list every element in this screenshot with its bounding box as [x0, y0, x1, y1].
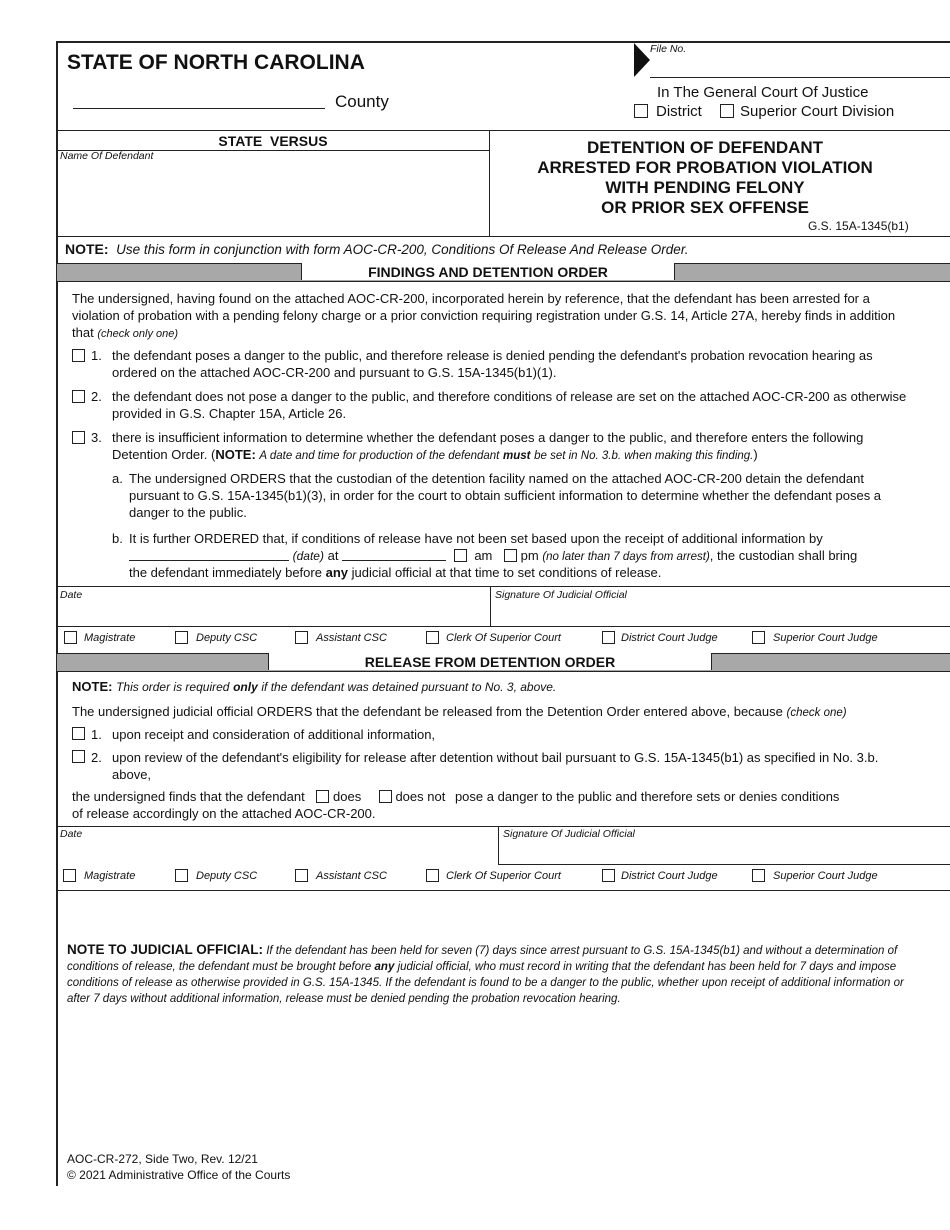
sig1-divider [490, 586, 491, 626]
note-judicial-any: any [374, 961, 395, 973]
role2-clerk-label: Clerk Of Superior Court [446, 870, 561, 882]
sub-b-pm: pm [520, 548, 539, 563]
role1-superior-judge-label: Superior Court Judge [773, 632, 878, 644]
sig1-date-label[interactable]: Date [60, 589, 83, 601]
does-not-checkbox[interactable] [379, 790, 392, 803]
role2-magistrate-checkbox[interactable] [63, 869, 76, 882]
district-label: District [656, 103, 702, 120]
statute: G.S. 15A-1345(b1) [808, 219, 909, 233]
release-intro-check: (check one) [786, 707, 847, 719]
sub-b-rest: , the custodian shall bring [709, 548, 858, 563]
role1-magistrate-label: Magistrate [84, 632, 136, 644]
sub-a-label: a. [112, 471, 123, 486]
district-checkbox[interactable] [634, 104, 648, 118]
role2-deputy-csc-checkbox[interactable] [175, 869, 188, 882]
footer-copyright: © 2021 Administrative Office of the Courts [67, 1168, 291, 1182]
release-item2-number: 2. [91, 750, 102, 765]
release-item2-text: upon review of the defendant's eligibility for release after detention without bail pursuant to G.S. 15A-1345(b1) as specified in No. 3.b. above, [112, 750, 879, 782]
sig2-date-label[interactable]: Date [60, 828, 83, 840]
item3-note: NOTE: [215, 447, 256, 462]
item1-checkbox[interactable] [72, 349, 85, 362]
date-blank[interactable] [129, 548, 289, 561]
form-title-line4: OR PRIOR SEX OFFENSE [601, 198, 809, 217]
release-note-only: only [233, 680, 258, 694]
sub-a-text: The undersigned ORDERS that the custodian of the detention facility named on the attached AOC-CR-200 detain the defendant pursuant to G.S. 15A-1345(b1)(3), in order for the court to obtain sufficient information to determine whether the defendant poses a danger to the public. [129, 471, 882, 520]
role1-deputy-csc-label: Deputy CSC [196, 632, 258, 644]
court-label: In The General Court Of Justice [657, 84, 869, 101]
item1-text: the defendant poses a danger to the public, and therefore release is denied pending the defendant's probation revocation hearing as ordered on the attached AOC-CR-200 and pursuant to G.S. 15A-1345(b1)(1). [112, 348, 873, 380]
release-finds [72, 788, 839, 805]
sub-b-line3a: the defendant immediately before [129, 565, 322, 580]
findings-intro-check: (check only one) [97, 328, 179, 340]
role2-assistant-csc-checkbox[interactable] [295, 869, 308, 882]
time-blank[interactable] [342, 548, 446, 561]
role1-superior-judge-checkbox[interactable] [752, 631, 765, 644]
role1-district-judge-checkbox[interactable] [602, 631, 615, 644]
sub-b-line3 [129, 564, 661, 581]
sub-b-label: b. [112, 531, 123, 546]
release-intro [72, 703, 847, 722]
findings-bar [57, 263, 950, 282]
release-note-b: if the defendant was detained pursuant to No. 3, above. [261, 680, 557, 694]
sub-b-date-label: (date) [292, 549, 324, 563]
release-heading: RELEASE FROM DETENTION ORDER [268, 653, 712, 670]
item3-must: must [503, 450, 531, 462]
release-item1-text: upon receipt and consideration of additional information, [112, 727, 436, 742]
superior-label: Superior Court Division [740, 103, 895, 120]
form-title-line2: ARRESTED FOR PROBATION VIOLATION [537, 158, 873, 177]
left-border [56, 41, 58, 1186]
sig1-bottom-line [56, 626, 950, 627]
release-item1-number: 1. [91, 727, 102, 742]
item3-number: 3. [91, 430, 102, 445]
role1-clerk-label: Clerk Of Superior Court [446, 632, 561, 644]
role1-magistrate-checkbox[interactable] [64, 631, 77, 644]
note-top-label: NOTE: [65, 241, 109, 257]
state-title: STATE OF NORTH CAROLINA [67, 51, 365, 74]
note-top-text: Use this form in conjunction with form AOC-CR-200, Conditions Of Release And Release Order. [116, 242, 689, 257]
sig2-signature-label[interactable]: Signature Of Judicial Official [503, 828, 635, 840]
release-item2-checkbox[interactable] [72, 750, 85, 763]
findings-heading: FINDINGS AND DETENTION ORDER [301, 263, 675, 280]
file-arrow-icon [634, 43, 650, 77]
file-no-underline [650, 77, 950, 78]
caption-top-line [56, 130, 950, 131]
item2-checkbox[interactable] [72, 390, 85, 403]
form-title [490, 138, 920, 218]
item2-text: the defendant does not pose a danger to the public, and therefore conditions of release are set on the attached AOC-CR-200 as otherwise provided in G.S. Chapter 15A, Article 26. [112, 389, 907, 421]
form-title-line3: WITH PENDING FELONY [605, 178, 805, 197]
county-blank[interactable] [73, 108, 325, 109]
note-top [65, 241, 689, 257]
release-note-label: NOTE: [72, 679, 113, 694]
item3-checkbox[interactable] [72, 431, 85, 444]
release-note-a: This order is required [116, 680, 230, 694]
role2-magistrate-label: Magistrate [84, 870, 136, 882]
note-judicial-text-a: If the defendant has been held for seven (7) days since arrest pursuant to G.S. 15A-1345(b1) and without a determination of conditions of release, the defendant must be brought before [67, 945, 898, 973]
item2-number: 2. [91, 389, 102, 404]
role1-deputy-csc-checkbox[interactable] [175, 631, 188, 644]
sig1-signature-label[interactable]: Signature Of Judicial Official [495, 589, 627, 601]
footer-form-id: AOC-CR-272, Side Two, Rev. 12/21 [67, 1152, 258, 1166]
state-versus: STATE VERSUS [218, 133, 328, 149]
item3-italic1: A date and time for production of the defendant [259, 450, 500, 462]
role2-superior-judge-checkbox[interactable] [752, 869, 765, 882]
pm-checkbox[interactable] [504, 549, 517, 562]
sub-b-any: any [325, 565, 348, 580]
sub-b-no-later: (no later than 7 days from arrest) [542, 551, 710, 563]
role2-superior-judge-label: Superior Court Judge [773, 870, 878, 882]
file-no-label: File No. [650, 43, 687, 55]
role2-deputy-csc-label: Deputy CSC [196, 870, 258, 882]
am-checkbox[interactable] [454, 549, 467, 562]
sub-b-line1: It is further ORDERED that, if conditions of release have not been set based upon the receipt of additional information by [129, 531, 823, 546]
top-border [56, 41, 950, 43]
roles2-bottom-line [56, 890, 950, 891]
release-bar [57, 653, 950, 672]
item1-number: 1. [91, 348, 102, 363]
role2-clerk-checkbox[interactable] [426, 869, 439, 882]
release-item1-checkbox[interactable] [72, 727, 85, 740]
county-label: County [335, 92, 389, 111]
role2-district-judge-label: District Court Judge [621, 870, 718, 882]
role1-clerk-checkbox[interactable] [426, 631, 439, 644]
note-judicial [67, 942, 907, 1007]
findings-intro-text: The undersigned, having found on the attached AOC-CR-200, incorporated herein by reference, that the defendant has been arrested for a violation of probation with a pending felony charge or a prior conviction requiring registration under G.S. 14, Article 27A, hereby finds in addition that [72, 291, 896, 340]
release-finds-c: of release accordingly on the attached AOC-CR-200. [72, 806, 376, 821]
does-checkbox[interactable] [316, 790, 329, 803]
sub-b-am: am [474, 548, 493, 563]
release-does-not: does not [395, 789, 446, 804]
sig1-top-line [56, 586, 950, 587]
role2-district-judge-checkbox[interactable] [602, 869, 615, 882]
form-title-line1: DETENTION OF DEFENDANT [586, 138, 824, 157]
sig2-divider [498, 826, 499, 864]
role1-assistant-csc-checkbox[interactable] [295, 631, 308, 644]
defendant-name-label: Name Of Defendant [60, 150, 154, 162]
release-finds-b: pose a danger to the public and therefore sets or denies conditions [454, 789, 840, 804]
superior-checkbox[interactable] [720, 104, 734, 118]
release-intro-text: The undersigned judicial official ORDERS that the defendant be released from the Detention Order entered above, because [72, 704, 783, 719]
note-judicial-label: NOTE TO JUDICIAL OFFICIAL: [67, 942, 264, 957]
note-judicial-text-b: judicial official, who must record in writing that the defendant has been held for 7 days and impose conditions of release as otherwise provided in G.S. 15A-1345. If the defendant is found to be a danger to the public, whether upon receipt of additional information or after 7 days without additional information, release must be denied pending the probation revocation hearing. [67, 961, 904, 1005]
sig2-top-line [56, 826, 950, 827]
findings-intro [72, 290, 912, 343]
item3-text [112, 429, 912, 465]
sub-b-line3b: judicial official at that time to set conditions of release. [351, 565, 662, 580]
caption-bottom-line [56, 236, 950, 237]
release-does: does [333, 789, 362, 804]
item3-close: ) [753, 447, 758, 462]
role1-assistant-csc-label: Assistant CSC [316, 632, 387, 644]
sub-b-at: at [327, 548, 339, 563]
release-finds-a: the undersigned finds that the defendant [72, 789, 305, 804]
release-note [72, 678, 556, 696]
role1-district-judge-label: District Court Judge [621, 632, 718, 644]
role2-assistant-csc-label: Assistant CSC [316, 870, 387, 882]
item3-main: there is insufficient information to determine whether the defendant poses a danger to the public, and therefore enters the following Detention Order. ( [112, 430, 864, 462]
sig2-bottom-line [498, 864, 950, 865]
item3-italic2: be set in No. 3.b. when making this finding. [534, 450, 754, 462]
